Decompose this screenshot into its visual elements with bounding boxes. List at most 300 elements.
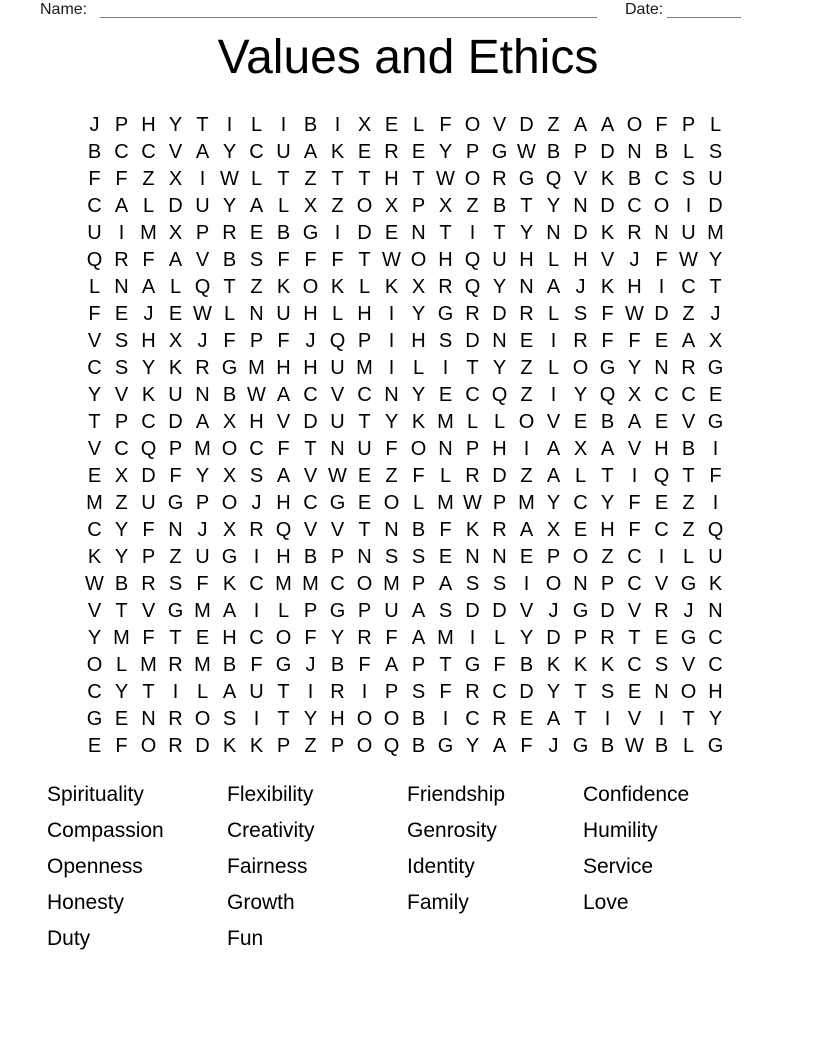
grid-letter: G	[491, 141, 508, 163]
grid-letter: I	[253, 546, 260, 568]
grid-letter: T	[520, 195, 533, 217]
grid-letter: P	[357, 600, 372, 622]
grid-letter: Q	[599, 384, 616, 406]
grid-letter: J	[683, 600, 694, 622]
grid-letter: W	[220, 168, 239, 190]
grid-letter: F	[439, 114, 452, 136]
grid-letter: D	[654, 303, 669, 325]
grid-letter: C	[330, 573, 345, 595]
grid-letter: H	[708, 681, 723, 703]
grid-letter: H	[249, 411, 264, 433]
grid-letter: L	[277, 195, 290, 217]
grid-letter: U	[708, 168, 723, 190]
grid-letter: G	[167, 600, 184, 622]
grid-letter: A	[519, 519, 534, 541]
grid-letter: N	[573, 573, 588, 595]
grid-letter: Y	[411, 303, 426, 325]
word-list-item: Spirituality	[47, 783, 144, 806]
grid-letter: S	[411, 546, 426, 568]
grid-letter: B	[411, 735, 426, 757]
grid-letter: U	[195, 195, 210, 217]
grid-letter: P	[384, 681, 399, 703]
grid-letter: E	[654, 492, 669, 514]
grid-letter: R	[492, 168, 507, 190]
grid-letter: A	[222, 600, 237, 622]
word-list	[47, 777, 769, 957]
word-list-item: Genrosity	[407, 819, 497, 842]
grid-letter: E	[438, 546, 453, 568]
grid-letter: V	[627, 708, 642, 730]
grid-letter: I	[469, 627, 476, 649]
grid-letter: S	[249, 465, 264, 487]
grid-letter: C	[141, 141, 156, 163]
grid-letter: C	[465, 384, 480, 406]
grid-letter: Q	[140, 438, 157, 460]
word-list-item: Duty	[47, 927, 91, 950]
grid-letter: B	[654, 141, 669, 163]
grid-letter: K	[573, 654, 588, 676]
grid-letter: B	[519, 654, 534, 676]
grid-letter: E	[87, 465, 102, 487]
grid-letter: I	[253, 600, 260, 622]
grid-letter: F	[655, 114, 668, 136]
grid-letter: E	[654, 411, 669, 433]
grid-letter: O	[464, 168, 481, 190]
grid-letter: E	[708, 384, 723, 406]
grid-letter: D	[492, 303, 507, 325]
grid-letter: F	[493, 654, 506, 676]
grid-letter: D	[492, 600, 507, 622]
grid-letter: R	[249, 519, 264, 541]
grid-letter: Y	[492, 357, 507, 379]
grid-letter: A	[411, 600, 426, 622]
grid-letter: R	[168, 654, 183, 676]
grid-letter: B	[681, 438, 696, 460]
grid-letter: V	[87, 600, 102, 622]
grid-letter: Y	[330, 627, 345, 649]
grid-letter: T	[574, 681, 587, 703]
grid-letter: O	[410, 438, 427, 460]
grid-letter: G	[707, 357, 724, 379]
grid-letter: M	[437, 411, 454, 433]
grid-letter: L	[547, 357, 560, 379]
grid-letter: Z	[142, 168, 155, 190]
grid-letter: B	[330, 654, 345, 676]
grid-letter: I	[685, 195, 692, 217]
grid-letter: R	[114, 249, 129, 271]
grid-letter: D	[573, 222, 588, 244]
grid-letter: V	[141, 600, 156, 622]
grid-letter: Y	[627, 357, 642, 379]
grid-letter: B	[411, 708, 426, 730]
grid-letter: J	[305, 330, 316, 352]
grid-letter: P	[303, 600, 318, 622]
grid-letter: O	[383, 492, 400, 514]
grid-letter: Q	[194, 276, 211, 298]
grid-letter: J	[143, 303, 154, 325]
grid-letter: W	[382, 249, 401, 271]
grid-letter: S	[600, 681, 615, 703]
grid-letter: J	[89, 114, 100, 136]
grid-letter: I	[118, 222, 125, 244]
grid-letter: K	[87, 546, 102, 568]
grid-letter: T	[358, 519, 371, 541]
grid-letter: F	[277, 249, 290, 271]
grid-letter: W	[436, 168, 455, 190]
grid-letter: F	[439, 681, 452, 703]
grid-letter: T	[358, 168, 371, 190]
grid-letter: Y	[141, 357, 156, 379]
grid-letter: T	[88, 411, 101, 433]
grid-letter: A	[303, 141, 318, 163]
grid-letter: R	[654, 600, 669, 622]
grid-letter: J	[197, 519, 208, 541]
grid-letter: M	[707, 222, 724, 244]
grid-letter: W	[517, 141, 536, 163]
word-list-item: Growth	[227, 891, 295, 914]
grid-letter: O	[194, 708, 211, 730]
grid-letter: F	[142, 249, 155, 271]
grid-letter: K	[168, 357, 183, 379]
grid-letter: I	[631, 465, 638, 487]
grid-letter: B	[276, 222, 291, 244]
grid-letter: U	[330, 357, 345, 379]
grid-letter: W	[247, 384, 266, 406]
grid-letter: N	[384, 384, 399, 406]
grid-letter: A	[546, 465, 561, 487]
grid-letter: H	[357, 303, 372, 325]
word-list-item: Confidence	[583, 783, 690, 806]
grid-letter: Y	[114, 519, 129, 541]
grid-letter: G	[167, 492, 184, 514]
grid-letter: Q	[383, 735, 400, 757]
grid-letter: E	[627, 681, 642, 703]
grid-letter: S	[465, 573, 480, 595]
grid-letter: S	[411, 681, 426, 703]
grid-letter: R	[168, 708, 183, 730]
grid-letter: P	[249, 330, 264, 352]
grid-letter: P	[276, 735, 291, 757]
grid-letter: Y	[114, 546, 129, 568]
grid-letter: V	[492, 114, 507, 136]
grid-letter: C	[303, 492, 318, 514]
grid-letter: U	[249, 681, 264, 703]
grid-letter: K	[600, 168, 615, 190]
grid-letter: F	[115, 735, 128, 757]
word-list-item: Flexibility	[227, 783, 314, 806]
word-list-item: Family	[407, 891, 469, 914]
grid-letter: G	[707, 735, 724, 757]
grid-letter: Y	[168, 114, 183, 136]
grid-letter: Z	[682, 303, 695, 325]
grid-letter: G	[329, 492, 346, 514]
grid-letter: Z	[169, 546, 182, 568]
grid-letter: A	[492, 735, 507, 757]
grid-letter: V	[546, 411, 561, 433]
page-title: Values and Ethics	[217, 31, 599, 84]
grid-letter: X	[546, 519, 561, 541]
grid-letter: I	[550, 384, 557, 406]
grid-letter: R	[465, 465, 480, 487]
grid-letter: P	[357, 330, 372, 352]
word-list-item: Friendship	[407, 783, 506, 806]
grid-letter: B	[546, 141, 561, 163]
grid-letter: I	[658, 276, 665, 298]
grid-letter: N	[330, 438, 345, 460]
grid-letter: C	[114, 141, 129, 163]
grid-letter: W	[679, 249, 698, 271]
grid-letter: P	[573, 627, 588, 649]
grid-letter: U	[87, 222, 102, 244]
grid-letter: G	[680, 627, 697, 649]
grid-letter: E	[384, 222, 399, 244]
grid-letter: N	[654, 681, 669, 703]
grid-letter: E	[519, 330, 534, 352]
grid-letter: L	[682, 546, 695, 568]
grid-letter: D	[492, 465, 507, 487]
grid-letter: V	[681, 654, 696, 676]
grid-letter: M	[302, 573, 319, 595]
grid-letter: N	[627, 141, 642, 163]
grid-letter: A	[384, 654, 399, 676]
grid-letter: F	[196, 573, 209, 595]
grid-letter: V	[87, 330, 102, 352]
grid-letter: C	[249, 627, 264, 649]
grid-letter: O	[572, 357, 589, 379]
grid-letter: S	[249, 249, 264, 271]
grid-letter: Q	[275, 519, 292, 541]
grid-letter: F	[601, 330, 614, 352]
grid-letter: G	[680, 573, 697, 595]
grid-letter: N	[168, 519, 183, 541]
grid-letter: W	[328, 465, 347, 487]
grid-letter: Y	[411, 384, 426, 406]
grid-letter: C	[87, 357, 102, 379]
grid-letter: N	[411, 222, 426, 244]
grid-letter: T	[277, 708, 290, 730]
grid-letter: S	[168, 573, 183, 595]
grid-letter: L	[142, 195, 155, 217]
grid-letter: A	[681, 330, 696, 352]
grid-letter: D	[600, 600, 615, 622]
grid-letter: A	[168, 249, 183, 271]
grid-letter: I	[172, 681, 179, 703]
grid-letter: N	[384, 519, 399, 541]
grid-letter: O	[572, 546, 589, 568]
grid-letter: E	[195, 627, 210, 649]
grid-letter: W	[193, 303, 212, 325]
grid-letter: U	[141, 492, 156, 514]
grid-letter: H	[573, 249, 588, 271]
grid-letter: F	[304, 627, 317, 649]
grid-letter: L	[412, 492, 425, 514]
grid-letter: T	[277, 168, 290, 190]
grid-letter: P	[195, 492, 210, 514]
grid-letter: V	[573, 168, 588, 190]
grid-letter: A	[141, 276, 156, 298]
grid-letter: H	[330, 708, 345, 730]
grid-letter: H	[492, 438, 507, 460]
grid-letter: L	[88, 276, 101, 298]
grid-letter: Z	[385, 465, 398, 487]
grid-letter: J	[629, 249, 640, 271]
grid-letter: Y	[384, 411, 399, 433]
grid-letter: V	[303, 519, 318, 541]
grid-letter: I	[658, 546, 665, 568]
grid-letter: A	[546, 276, 561, 298]
grid-letter: C	[303, 384, 318, 406]
grid-letter: I	[658, 708, 665, 730]
grid-letter: N	[465, 546, 480, 568]
grid-letter: L	[169, 276, 182, 298]
grid-letter: G	[437, 735, 454, 757]
grid-letter: G	[221, 546, 238, 568]
grid-letter: U	[708, 546, 723, 568]
grid-letter: I	[388, 303, 395, 325]
grid-letter: V	[114, 384, 129, 406]
grid-letter: C	[573, 492, 588, 514]
grid-letter: S	[654, 654, 669, 676]
grid-letter: M	[194, 654, 211, 676]
grid-letter: X	[168, 168, 183, 190]
grid-letter: V	[168, 141, 183, 163]
grid-letter: E	[411, 141, 426, 163]
grid-letter: N	[654, 357, 669, 379]
word-list-item: Fairness	[227, 855, 308, 878]
grid-letter: F	[520, 735, 533, 757]
grid-letter: K	[600, 654, 615, 676]
grid-letter: T	[304, 438, 317, 460]
grid-letter: G	[302, 222, 319, 244]
grid-letter: Z	[304, 735, 317, 757]
grid-letter: P	[411, 573, 426, 595]
grid-letter: S	[681, 168, 696, 190]
grid-letter: T	[223, 276, 236, 298]
grid-letter: L	[412, 114, 425, 136]
grid-letter: U	[276, 141, 291, 163]
grid-letter: N	[114, 276, 129, 298]
grid-letter: I	[442, 357, 449, 379]
grid-letter: G	[572, 735, 589, 757]
grid-letter: S	[222, 708, 237, 730]
grid-letter: C	[465, 708, 480, 730]
grid-letter: R	[519, 303, 534, 325]
grid-letter: G	[329, 600, 346, 622]
grid-letter: Y	[87, 384, 102, 406]
grid-letter: C	[249, 438, 264, 460]
grid-letter: R	[492, 708, 507, 730]
grid-letter: G	[464, 654, 481, 676]
grid-letter: N	[708, 600, 723, 622]
grid-letter: H	[654, 438, 669, 460]
grid-letter: G	[572, 600, 589, 622]
grid-letter: I	[226, 114, 233, 136]
grid-letter: E	[249, 222, 264, 244]
grid-letter: F	[277, 438, 290, 460]
grid-letter: U	[330, 411, 345, 433]
grid-letter: M	[86, 492, 103, 514]
grid-letter: L	[277, 600, 290, 622]
grid-letter: L	[466, 411, 479, 433]
grid-letter: F	[628, 519, 641, 541]
grid-letter: E	[168, 303, 183, 325]
grid-letter: O	[221, 492, 238, 514]
grid-letter: F	[250, 654, 263, 676]
grid-letter: L	[709, 114, 722, 136]
grid-letter: X	[627, 384, 642, 406]
grid-letter: A	[546, 438, 561, 460]
grid-letter: V	[276, 411, 291, 433]
grid-letter: E	[573, 519, 588, 541]
grid-letter: U	[384, 600, 399, 622]
grid-letter: D	[600, 141, 615, 163]
grid-letter: F	[385, 627, 398, 649]
grid-letter: P	[465, 141, 480, 163]
grid-letter: Y	[222, 195, 237, 217]
grid-letter: B	[303, 546, 318, 568]
grid-letter: Y	[519, 627, 534, 649]
grid-letter: P	[492, 492, 507, 514]
grid-letter: C	[249, 573, 264, 595]
grid-letter: T	[277, 681, 290, 703]
grid-letter: Z	[250, 276, 263, 298]
grid-letter: Z	[520, 357, 533, 379]
word-list-item: Identity	[407, 855, 475, 878]
grid-letter: F	[115, 168, 128, 190]
grid-letter: J	[251, 492, 262, 514]
grid-letter: M	[383, 573, 400, 595]
grid-letter: F	[385, 438, 398, 460]
grid-letter: U	[195, 546, 210, 568]
grid-letter: T	[331, 168, 344, 190]
grid-letter: Z	[520, 384, 533, 406]
grid-letter: N	[438, 438, 453, 460]
grid-letter: C	[654, 519, 669, 541]
grid-letter: F	[628, 492, 641, 514]
grid-letter: Y	[438, 141, 453, 163]
grid-letter: O	[221, 438, 238, 460]
grid-letter: L	[115, 654, 128, 676]
grid-letter: E	[357, 465, 372, 487]
grid-letter: T	[115, 600, 128, 622]
grid-letter: N	[249, 303, 264, 325]
grid-letter: H	[384, 168, 399, 190]
grid-letter: F	[88, 168, 101, 190]
word-list-item: Fun	[227, 927, 264, 950]
grid-letter: U	[492, 249, 507, 271]
grid-letter: M	[437, 627, 454, 649]
grid-letter: P	[114, 114, 129, 136]
grid-letter: T	[358, 411, 371, 433]
grid-letter: O	[356, 195, 373, 217]
grid-letter: A	[600, 114, 615, 136]
grid-letter: H	[438, 249, 453, 271]
grid-letter: A	[438, 573, 453, 595]
grid-letter: G	[221, 357, 238, 379]
grid-letter: B	[222, 654, 237, 676]
grid-letter: S	[114, 357, 129, 379]
grid-letter: K	[222, 573, 237, 595]
grid-letter: R	[195, 357, 210, 379]
date-blank-line	[667, 17, 741, 18]
word-list-column	[227, 777, 407, 957]
grid-letter: I	[469, 222, 476, 244]
grid-letter: E	[519, 708, 534, 730]
grid-letter: Z	[547, 114, 560, 136]
grid-letter: K	[222, 735, 237, 757]
grid-letter: D	[708, 195, 723, 217]
grid-letter: L	[358, 276, 371, 298]
